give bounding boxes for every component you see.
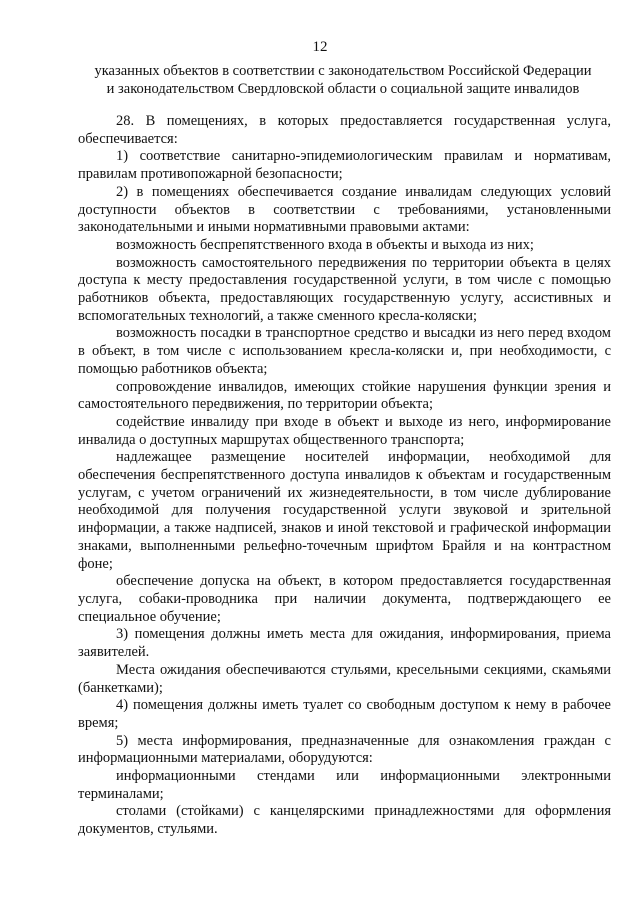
body-text xyxy=(78,113,611,839)
paragraph-assistance-routes: содействие инвалиду при входе в объект и выходе из него, информирование инвалида о доступных маршрутах общественного транспорта; xyxy=(78,413,611,448)
paragraph-item-28: 28. В помещениях, в которых предоставляется государственная услуга, обеспечивается: xyxy=(78,113,611,147)
paragraph-seating: Места ожидания обеспечиваются стульями, кресельными секциями, скамьями (банкетками); xyxy=(78,661,611,696)
heading-line: и законодательством Свердловской области о социальной защите инвалидов xyxy=(106,81,580,97)
paragraph-transport-boarding: возможность посадки в транспортное средство и высадки из него перед входом в объект, в том числе с использованием кресла-коляски и, при необходимости, с помощью работников объекта; xyxy=(78,325,611,377)
paragraph-entry-exit: возможность беспрепятственного входа в объекты и выхода из них; xyxy=(116,236,534,253)
section-heading xyxy=(78,62,608,98)
paragraph-guide-dog: обеспечение допуска на объект, в котором предоставляется государственная услуга, собаки-проводника при наличии документа, подтверждающего ее специальное обучение; xyxy=(78,573,611,625)
paragraph-accessibility-conditions: 2) в помещениях обеспечивается создание инвалидам следующих условий доступности объектов в соответствии с требованиями, установленными законодательными и иными нормативными правовыми актами: xyxy=(78,183,611,236)
heading-line: указанных объектов в соответствии с законодательством Российской Федерации xyxy=(94,63,592,79)
paragraph-waiting-places: 3) помещения должны иметь места для ожидания, информирования, приема заявителей. xyxy=(78,626,611,661)
page-number: 12 xyxy=(312,39,328,55)
paragraph-information-places: 5) места информирования, предназначенные для ознакомления граждан с информационными материалами, оборудуются: xyxy=(78,732,611,767)
paragraph-escort: сопровождение инвалидов, имеющих стойкие нарушения функции зрения и самостоятельного передвижения, по территории объекта; xyxy=(78,378,611,413)
paragraph-toilet: 4) помещения должны иметь туалет со свободным доступом к нему в рабочее время; xyxy=(78,697,611,731)
paragraph-desks: столами (стойками) с канцелярскими принадлежностями для оформления документов, стульями. xyxy=(78,803,611,838)
paragraph-information-placement: надлежащее размещение носителей информации, необходимой для обеспечения беспрепятственного доступа инвалидов к объектам и государственным услугам, с учетом ограничений их жизнедеятельности, в том числе дублирование необходимой для получения государственной услуги звуковой и зрительной информации, а также надписей, знаков и иной текстовой и графической информации знаками, выполненными рельефно-точечным шрифтом Брайля и на контрастном фоне; xyxy=(78,449,611,572)
paragraph-sanitary-rules: 1) соответствие санитарно-эпидемиологическим правилам и нормативам, правилам противопожарной безопасности; xyxy=(78,148,611,183)
paragraph-independent-movement: возможность самостоятельного передвижения по территории объекта в целях доступа к месту предоставления государственной услуги, в том числе с помощью работников объекта, предоставляющих государственную услугу, ассистивных и вспомогательных технологий, а также сменного кресла-коляски; xyxy=(78,254,611,324)
paragraph-info-stands: информационными стендами или информационными электронными терминалами; xyxy=(78,768,611,802)
